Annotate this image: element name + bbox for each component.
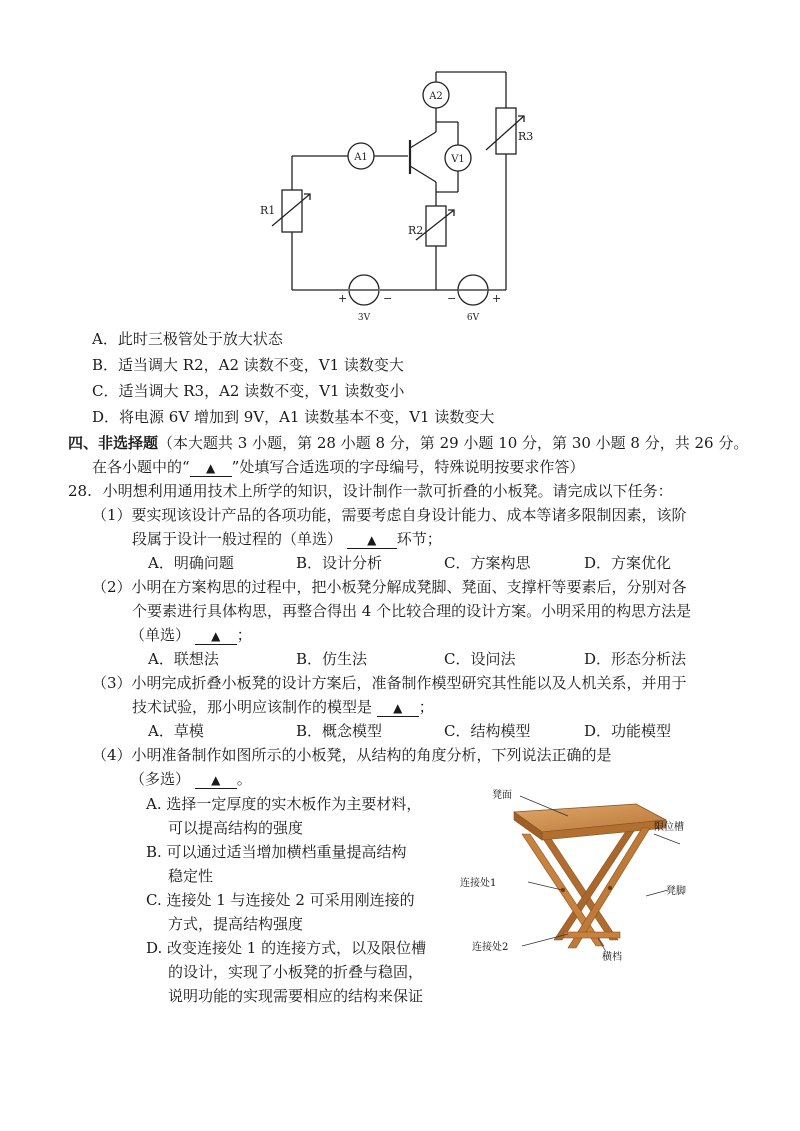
resistor-r1-label: R1 (260, 204, 276, 217)
q28-p4-option-a (146, 792, 446, 840)
q28-p2-line2: 个要素进行具体构思，再整合得出 4 个比较合理的设计方案。小明采用的构思方法是 (132, 602, 692, 620)
q27-option-d: D．将电源 6V 增加到 9V，A1 读数基本不变，V1 读数变大 (92, 408, 495, 426)
q28-stem: 小明想利用通用技术上所学的知识，设计制作一款可折叠的小板凳。请完成以下任务： (102, 482, 673, 500)
q28-p3-option-a: A．草模 (148, 722, 204, 740)
q28-p4-option-a-line2: 可以提高结构的强度 (168, 819, 304, 837)
answer-blank: ▲ (190, 460, 232, 477)
q28-p4-option-c-line2: 方式，提高结构强度 (168, 915, 304, 933)
q28-p2-text: （单选） (130, 626, 191, 644)
section4-desc2b: ”处填写合适选项的字母编号，特殊说明按要求作答） (231, 458, 585, 476)
q28-p4-option-d (146, 936, 446, 1008)
q28-p3-line1: （3）小明完成折叠小板凳的设计方案后，准备制作模型研究其性能以及人机关系，并用于 (92, 674, 687, 692)
section4-desc1: （本大题共 3 小题，第 28 小题 8 分，第 29 小题 10 分，第 30 小题 8 分，共 26 分。 (158, 434, 749, 452)
q28-p4-option-a-line1: A. 选择一定厚度的实木板作为主要材料， (146, 795, 422, 813)
source1-voltage-label: 3V (357, 313, 371, 323)
q28-p1-line1: （1）要实现该设计产品的各项功能，需要考虑自身设计能力、成本等诸多限制因素，该阶 (92, 506, 687, 524)
source2-voltage-label: 6V (466, 313, 480, 323)
voltmeter-v1-label: V1 (451, 154, 465, 165)
stool-label-seat: 凳面 (492, 790, 512, 801)
stool-label-joint2: 连接处2 (472, 942, 509, 953)
resistor-r2-label: R2 (408, 224, 424, 237)
q28-p3-blank[interactable]: ▲ (377, 700, 419, 717)
q28-p4-option-d-line3: 说明功能的实现需要相应的结构来保证 (168, 987, 424, 1005)
q28-p3-option-c: C．结构模型 (444, 722, 531, 740)
q28-p4-option-b (146, 840, 446, 888)
q28-p3-option-d: D．功能模型 (584, 722, 672, 740)
q28-p3-line2 (132, 696, 434, 718)
q28-p4-blank[interactable]: ▲ (195, 772, 237, 789)
q28-p2-option-c: C．设问法 (444, 650, 516, 668)
source2-plus-label: + (492, 292, 502, 305)
q28-p4-line1: （4）小明准备制作如图所示的小板凳，从结构的角度分析，下列说法正确的是 (92, 746, 612, 764)
q28-p2-option-b: B．仿生法 (296, 650, 368, 668)
section4-desc2a: 在各小题中的“ (92, 458, 190, 476)
section4-description-line1 (68, 432, 748, 454)
source1-plus-label: + (338, 292, 348, 305)
q28-p3-option-b: B．概念模型 (296, 722, 383, 740)
q28-p2-option-a: A．联想法 (148, 650, 219, 668)
ammeter-a2-label: A2 (429, 91, 443, 102)
q28-stem-line (68, 480, 673, 502)
ammeter-a1-label: A1 (354, 152, 368, 163)
q28-p1-blank[interactable]: ▲ (347, 532, 397, 549)
q28-p1-line2 (132, 528, 442, 550)
q28-p1-option-b: B．设计分析 (296, 554, 383, 572)
q28-p4-option-b-line2: 稳定性 (168, 867, 214, 885)
q28-p4-option-c (146, 888, 446, 936)
q28-p1-tail: 环节； (396, 530, 442, 548)
stool-label-joint1: 连接处1 (460, 878, 497, 889)
source1-minus-label: − (383, 292, 393, 305)
q28-p4-tail: 。 (236, 770, 252, 788)
q28-p2-tail: ； (236, 626, 252, 644)
q28-p4-option-d-line2: 的设计，实现了小板凳的折叠与稳固， (168, 963, 424, 981)
q28-p3-text: 技术试验，那小明应该制作的模型是 (132, 698, 373, 716)
q28-p4-text: （多选） (130, 770, 191, 788)
q27-option-a: A．此时三极管处于放大状态 (92, 330, 283, 348)
resistor-r3-label: R3 (518, 130, 534, 143)
source2-minus-label: − (447, 292, 457, 305)
q27-option-b: B．适当调大 R2，A2 读数不变，V1 读数变大 (92, 356, 404, 374)
q28-number: 28. (68, 482, 92, 500)
q28-p4-option-c-line1: C. 连接处 1 与连接处 2 可采用刚连接的 (146, 891, 415, 909)
q28-p2-blank[interactable]: ▲ (195, 628, 237, 645)
q28-p2-line1: （2）小明在方案构思的过程中，把小板凳分解成凳脚、凳面、支撑杆等要素后，分别对各 (92, 578, 687, 596)
q28-p2-option-d: D．形态分析法 (584, 650, 687, 668)
stool-label-crossbar: 横档 (602, 952, 622, 962)
transistor-circuit-diagram (230, 58, 560, 328)
q28-p1-option-a: A．明确问题 (148, 554, 234, 572)
q28-p2-line3 (130, 624, 252, 646)
q28-p4-option-b-line1: B. 可以通过适当增加横档重量提高结构 (146, 843, 407, 861)
q28-p1-option-c: C．方案构思 (444, 554, 531, 572)
q28-p1-option-d: D．方案优化 (584, 554, 672, 572)
stool-label-leg: 凳脚 (666, 886, 686, 897)
q28-p1-text: 段属于设计一般过程的（单选） (132, 530, 343, 548)
q27-option-c: C．适当调大 R3，A2 读数不变，V1 读数变小 (92, 382, 405, 400)
stool-label-slot: 限位槽 (654, 822, 684, 833)
q28-p4-line2 (130, 768, 252, 790)
section4-description-line2 (92, 456, 584, 478)
folding-stool-figure (458, 782, 688, 962)
q28-p3-tail: ； (418, 698, 434, 716)
q28-p4-option-d-line1: D. 改变连接处 1 的连接方式，以及限位槽 (146, 939, 427, 957)
section4-heading: 四、非选择题 (68, 434, 159, 452)
